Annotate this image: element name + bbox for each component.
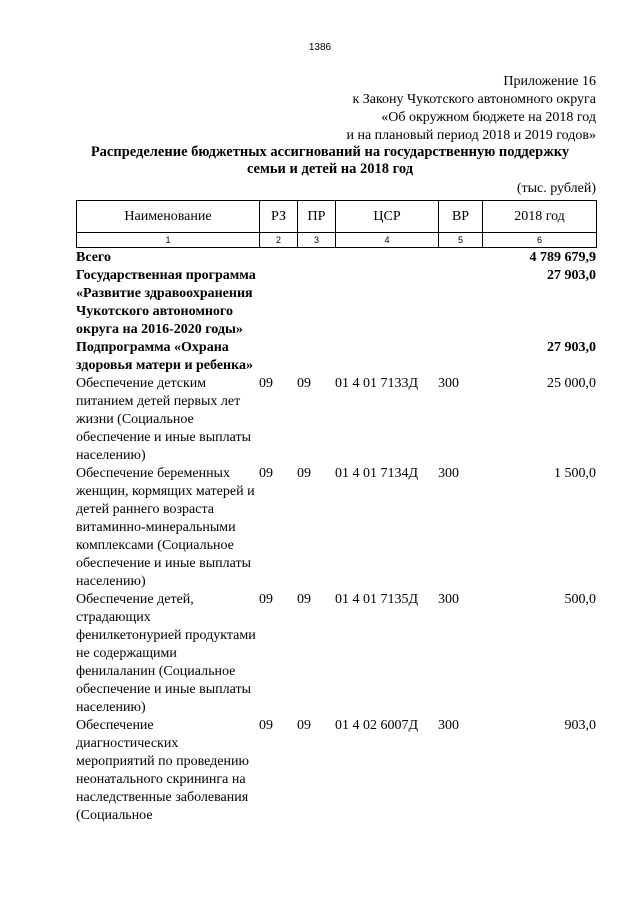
column-number: 2 bbox=[260, 233, 298, 248]
row-name: Обеспечение детей, страдающих фенилкетонурией продуктами не содержащими фенилаланин (Социальное обеспечение и иные выплаты населению) bbox=[76, 592, 256, 715]
appendix-line: Приложение 16 bbox=[503, 74, 596, 89]
row-pr bbox=[297, 249, 335, 267]
row-name: Государственная программа «Развитие здравоохранения Чукотского автономного округа на 2016-2020 годы» bbox=[76, 268, 256, 337]
row-vr: 300 bbox=[438, 376, 459, 391]
page-number: 1386 bbox=[308, 42, 332, 53]
table-row-subprogram bbox=[76, 339, 596, 375]
column-number: 4 bbox=[336, 233, 439, 248]
row-rz: 09 bbox=[259, 592, 273, 607]
row-csr: 01 4 01 7135Д bbox=[335, 592, 419, 607]
row-csr: 01 4 02 6007Д bbox=[335, 718, 419, 733]
header-rz: РЗ bbox=[260, 201, 298, 233]
row-rz: 09 bbox=[259, 466, 273, 481]
row-csr: 01 4 01 7134Д bbox=[335, 466, 419, 481]
column-number: 3 bbox=[298, 233, 336, 248]
header-csr: ЦСР bbox=[336, 201, 439, 233]
budget-table bbox=[76, 249, 596, 825]
appendix-line: к Закону Чукотского автономного округа bbox=[352, 92, 596, 107]
row-name: Обеспечение детским питанием детей первых лет жизни (Социальное обеспечение и иные выплаты населению) bbox=[76, 376, 251, 463]
row-rz bbox=[259, 267, 297, 339]
row-amount: 27 903,0 bbox=[547, 268, 596, 283]
row-pr: 09 bbox=[297, 376, 311, 391]
appendix-line: «Об окружном бюджете на 2018 год bbox=[381, 110, 596, 125]
header-year: 2018 год bbox=[483, 201, 597, 233]
table-row bbox=[76, 465, 596, 591]
row-pr: 09 bbox=[297, 592, 311, 607]
table-row bbox=[76, 717, 596, 825]
header-name: Наименование bbox=[77, 201, 260, 233]
row-vr: 300 bbox=[438, 718, 459, 733]
row-pr bbox=[297, 339, 335, 375]
appendix-line: и на плановый период 2018 и 2019 годов» bbox=[346, 128, 596, 143]
row-vr: 300 bbox=[438, 592, 459, 607]
row-amount: 500,0 bbox=[564, 592, 596, 607]
row-rz: 09 bbox=[259, 718, 273, 733]
title-line: Распределение бюджетных ассигнований на государственную поддержку bbox=[90, 144, 570, 160]
row-pr bbox=[297, 267, 335, 339]
table-row-program bbox=[76, 267, 596, 339]
row-rz bbox=[259, 249, 297, 267]
table-header bbox=[76, 200, 597, 248]
table-row bbox=[76, 375, 596, 465]
document-title bbox=[60, 144, 600, 178]
units-label: (тыс. рублей) bbox=[516, 181, 596, 196]
table-row-total bbox=[76, 249, 596, 267]
header-vr: ВР bbox=[439, 201, 483, 233]
row-pr: 09 bbox=[297, 466, 311, 481]
row-rz bbox=[259, 339, 297, 375]
row-vr: 300 bbox=[438, 466, 459, 481]
table-row bbox=[76, 591, 596, 717]
row-csr: 01 4 01 7133Д bbox=[335, 376, 419, 391]
row-amount: 25 000,0 bbox=[547, 376, 596, 391]
row-rz: 09 bbox=[259, 376, 273, 391]
row-name: Обеспечение диагностических мероприятий по проведению неонатального скрининга на наследственные заболевания (Социальное bbox=[76, 718, 249, 823]
row-vr bbox=[438, 267, 482, 339]
row-vr bbox=[438, 249, 482, 267]
row-pr: 09 bbox=[297, 718, 311, 733]
column-number: 6 bbox=[483, 233, 597, 248]
column-number: 1 bbox=[77, 233, 260, 248]
row-name: Всего bbox=[76, 250, 111, 265]
appendix-reference bbox=[346, 73, 596, 145]
row-amount: 1 500,0 bbox=[554, 466, 596, 481]
row-vr bbox=[438, 339, 482, 375]
row-csr bbox=[335, 249, 438, 267]
row-csr bbox=[335, 339, 438, 375]
column-number: 5 bbox=[439, 233, 483, 248]
row-csr bbox=[335, 267, 438, 339]
row-name: Обеспечение беременных женщин, кормящих матерей и детей раннего возраста витаминно-минеральными комплексами (Социальное обеспечение и иные выплаты населению) bbox=[76, 466, 255, 589]
row-name: Подпрограмма «Охрана здоровья матери и ребенка» bbox=[76, 340, 253, 373]
row-amount: 903,0 bbox=[564, 718, 596, 733]
row-amount: 27 903,0 bbox=[547, 340, 596, 355]
header-pr: ПР bbox=[298, 201, 336, 233]
title-line: семьи и детей на 2018 год bbox=[246, 161, 414, 177]
row-amount: 4 789 679,9 bbox=[529, 250, 596, 265]
